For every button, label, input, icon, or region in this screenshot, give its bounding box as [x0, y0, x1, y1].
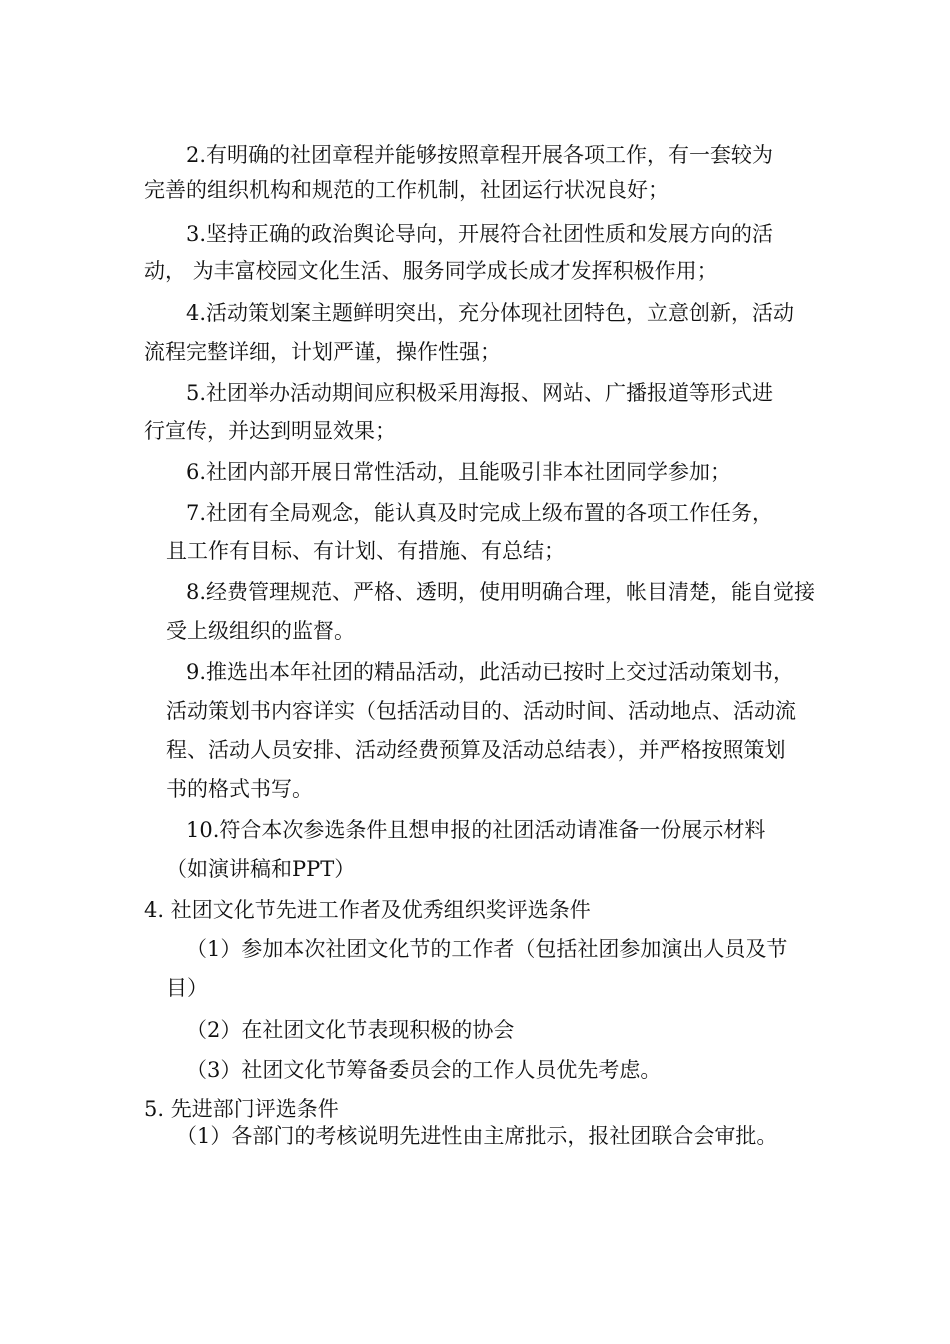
item-3-line-1: 3.坚持正确的政治舆论导向，开展符合社团性质和发展方向的活: [186, 222, 774, 246]
item-3-line-2: 动， 为丰富校园文化生活、服务同学成长成才发挥积极作用；: [144, 259, 718, 283]
item-4-line-1: 4.活动策划案主题鲜明突出，充分体现社团特色，立意创新，活动: [186, 301, 795, 325]
item-10-line-1: 10.符合本次参选条件且想申报的社团活动请准备一份展示材料: [186, 818, 766, 842]
section-4-item-2: （2）在社团文化节表现积极的协会: [186, 1018, 515, 1042]
item-6-line-1: 6.社团内部开展日常性活动，且能吸引非本社团同学参加；: [186, 460, 732, 484]
section-4-item-3: （3）社团文化节筹备委员会的工作人员优先考虑。: [186, 1058, 662, 1082]
section-5-item-1: （1）各部门的考核说明先进性由主席批示，报社团联合会审批。: [176, 1124, 778, 1148]
item-5-line-2: 行宣传，并达到明显效果；: [144, 419, 396, 443]
item-9-line-3: 程、活动人员安排、活动经费预算及活动总结表），并严格按照策划: [166, 738, 786, 762]
item-9-line-2: 活动策划书内容详实（包括活动目的、活动时间、活动地点、活动流: [166, 699, 796, 723]
item-8-line-1: 8.经费管理规范、严格、透明，使用明确合理，帐目清楚，能自觉接: [186, 580, 816, 604]
item-2-line-2: 完善的组织机构和规范的工作机制，社团运行状况良好；: [144, 178, 669, 202]
section-4-item-1-line-2: 目）: [166, 976, 208, 1000]
item-7-line-2: 且工作有目标、有计划、有措施、有总结；: [166, 539, 565, 563]
item-10-line-2: （如演讲稿和PPT）: [166, 857, 356, 881]
item-8-line-2: 受上级组织的监督。: [166, 619, 355, 643]
item-2-line-1: 2.有明确的社团章程并能够按照章程开展各项工作，有一套较为: [186, 143, 774, 167]
item-9-line-4: 书的格式书写。: [166, 777, 313, 801]
section-4-heading: 4. 社团文化节先进工作者及优秀组织奖评选条件: [144, 898, 591, 922]
item-7-line-1: 7.社团有全局观念，能认真及时完成上级布置的各项工作任务，: [186, 501, 774, 525]
section-4-item-1-line-1: （1）参加本次社团文化节的工作者（包括社团参加演出人员及节: [186, 937, 788, 961]
item-5-line-1: 5.社团举办活动期间应积极采用海报、网站、广播报道等形式进: [186, 381, 774, 405]
item-4-line-2: 流程完整详细，计划严谨，操作性强；: [144, 340, 501, 364]
item-9-line-1: 9.推选出本年社团的精品活动，此活动已按时上交过活动策划书，: [186, 660, 795, 684]
section-5-heading: 5. 先进部门评选条件: [144, 1097, 339, 1121]
